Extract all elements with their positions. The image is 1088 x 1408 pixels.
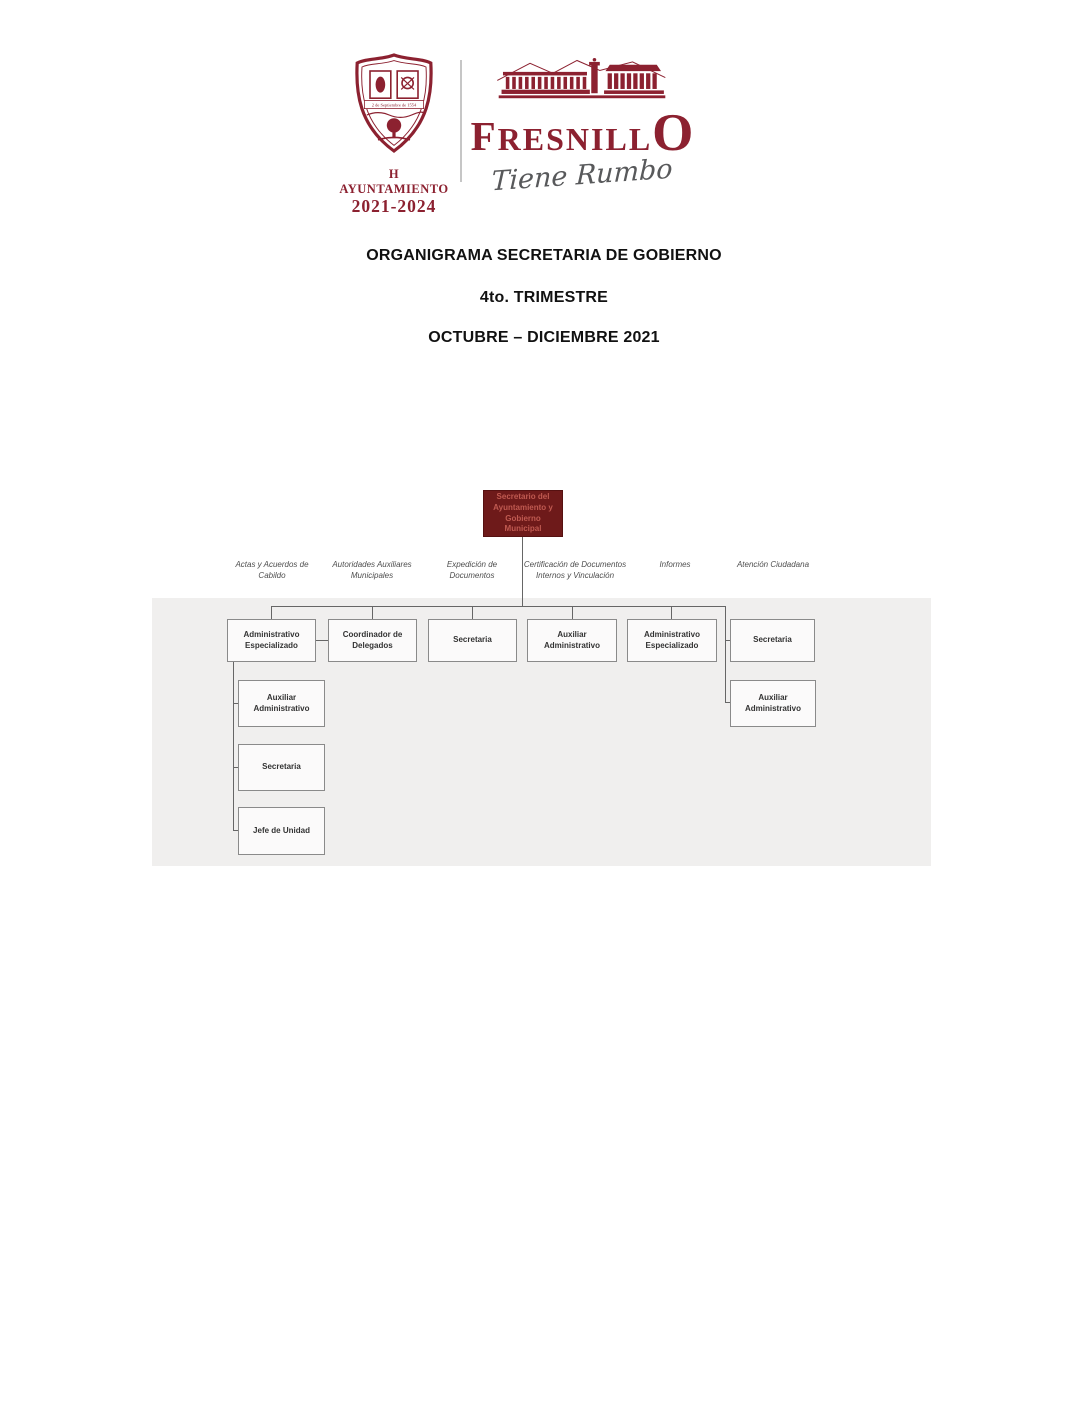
fresnillo-logo bbox=[470, 49, 694, 198]
org-box-secretaria-1: Secretaria bbox=[428, 619, 517, 662]
municipal-crest-logo bbox=[338, 46, 450, 215]
page-subtitle-period: OCTUBRE – DICIEMBRE 2021 bbox=[428, 329, 660, 346]
wordmark-middle: RESNILL bbox=[497, 121, 653, 157]
fresnillo-wordmark bbox=[470, 104, 694, 162]
org-box-jefe-de-unidad: Jefe de Unidad bbox=[238, 807, 325, 855]
crest-caption-period: 2021-2024 bbox=[351, 196, 437, 216]
org-root-box: Secretario del Ayuntamiento y Gobierno Municipal bbox=[483, 490, 563, 537]
crest-shield-icon bbox=[346, 46, 442, 160]
org-box-secretaria-2: Secretaria bbox=[730, 619, 815, 662]
connector-left-drop bbox=[233, 662, 234, 831]
column-header-expedicion: Expedición de Documentos bbox=[446, 560, 498, 581]
crest-banner-text: 2 de Septiembre de 1554 bbox=[371, 102, 417, 108]
fresnillo-tagline: Tiene Rumbo bbox=[490, 153, 674, 198]
connector-stub bbox=[671, 606, 672, 620]
org-box-auxiliar-administrativo-left: Auxiliar Administrativo bbox=[238, 680, 325, 727]
org-box-coordinador-delegados: Coordinador de Delegados bbox=[328, 619, 417, 662]
connector-right-drop bbox=[725, 606, 726, 703]
connector-box1-box2 bbox=[316, 640, 328, 641]
column-header-certificacion: Certificación de Documentos Internos y Vinculación bbox=[523, 560, 627, 581]
column-header-autoridades: Autoridades Auxiliares Municipales bbox=[332, 560, 412, 581]
column-header-actas: Actas y Acuerdos de Cabildo bbox=[235, 560, 309, 581]
connector-main-horizontal bbox=[271, 606, 726, 607]
page-title: ORGANIGRAMA SECRETARIA DE GOBIERNO bbox=[366, 247, 722, 264]
connector-stub bbox=[472, 606, 473, 620]
fresnillo-aqueduct-icon bbox=[493, 49, 671, 109]
connector-root-drop bbox=[522, 537, 523, 607]
connector-stub bbox=[271, 606, 272, 620]
org-box-administrativo-especializado-1: Administrativo Especializado bbox=[227, 619, 316, 662]
connector-stub bbox=[572, 606, 573, 620]
org-box-auxiliar-administrativo-right: Auxiliar Administrativo bbox=[730, 680, 816, 727]
org-box-auxiliar-administrativo-1: Auxiliar Administrativo bbox=[527, 619, 617, 662]
column-header-atencion: Atención Ciudadana bbox=[736, 560, 810, 569]
wordmark-first-letter: F bbox=[470, 113, 498, 159]
column-header-informes: Informes bbox=[659, 560, 691, 569]
connector-stub bbox=[372, 606, 373, 620]
logo-divider bbox=[460, 60, 462, 182]
crest-caption-ayuntamiento: H AYUNTAMIENTO bbox=[339, 167, 449, 196]
page-subtitle-trimester: 4to. TRIMESTRE bbox=[479, 289, 609, 306]
org-box-administrativo-especializado-2: Administrativo Especializado bbox=[627, 619, 717, 662]
wordmark-last-letter: O bbox=[652, 104, 694, 162]
org-box-secretaria-left: Secretaria bbox=[238, 744, 325, 791]
